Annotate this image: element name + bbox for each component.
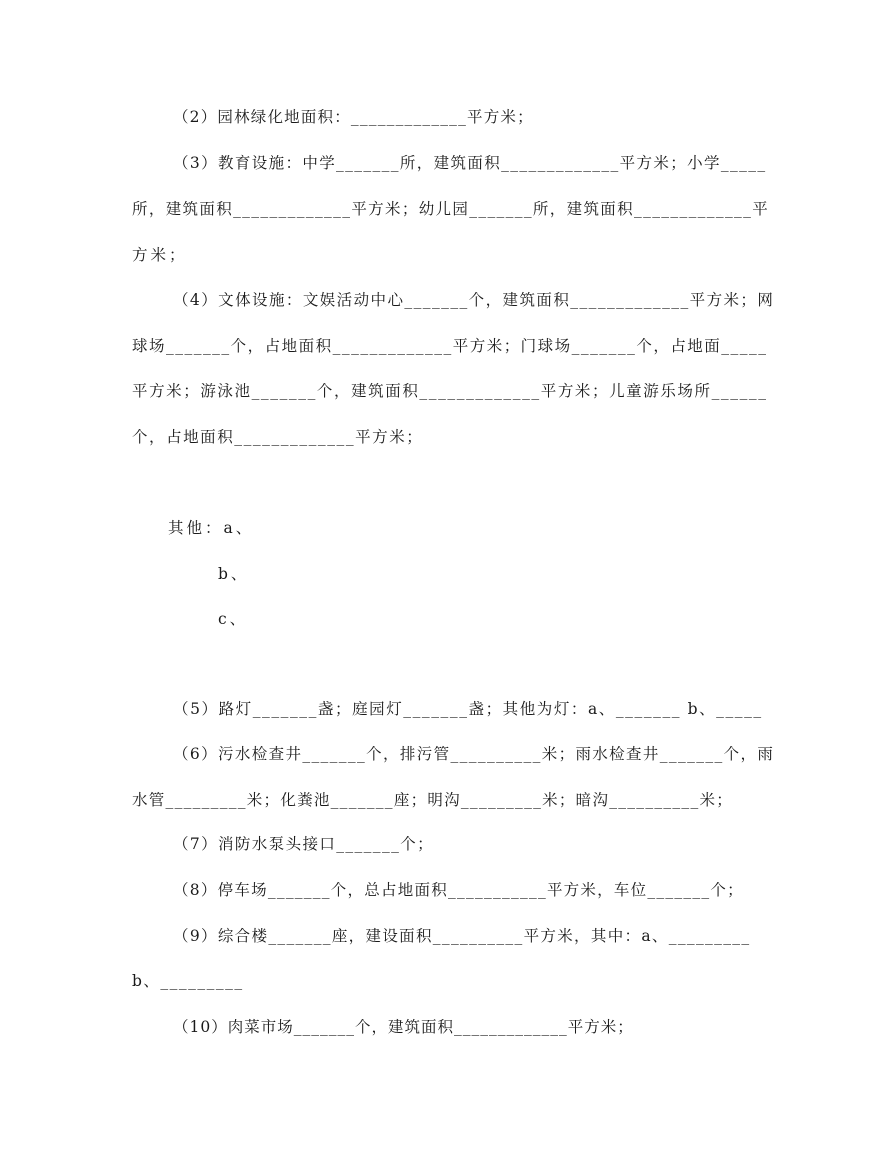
item-3-education-cont-2: 方米； (132, 246, 188, 264)
item-5-lighting: （5）路灯_______盏；庭园灯_______盏；其他为灯：a、_______ b、_____ (173, 700, 763, 718)
item-6-drainage: （6）污水检查井_______个，排污管__________米；雨水检查井_______个，雨 (173, 745, 775, 763)
item-6-drainage-cont: 水管_________米；化粪池_______座；明沟_________米；暗沟__________米； (132, 791, 734, 809)
item-2-greenery: （2）园林绿化地面积：_____________平方米； (173, 108, 534, 126)
item-10-market: （10）肉菜市场_______个，建筑面积_____________平方米； (173, 1018, 634, 1036)
other-label: 其他：a、 (168, 519, 255, 537)
item-3-education-cont-1: 所，建筑面积_____________平方米；幼儿园_______所，建筑面积_____________平 (132, 200, 770, 218)
item-4-culture-sports-cont-2: 平方米；游泳池_______个，建筑面积_____________平方米；儿童游乐场所______ (132, 382, 768, 400)
other-item-c: c、 (218, 610, 249, 628)
item-4-culture-sports: （4）文体设施：文娱活动中心_______个，建筑面积_____________平方米；网 (173, 291, 775, 309)
item-3-education: （3）教育设施：中学_______所，建筑面积_____________平方米；小学_____ (173, 154, 767, 172)
item-9-complex-building-cont: b、_________ (132, 972, 244, 990)
item-8-parking: （8）停车场_______个，总占地面积___________平方米，车位_______个； (173, 881, 744, 899)
item-7-fire-pump: （7）消防水泵头接口_______个； (173, 835, 435, 853)
other-item-b: b、 (218, 565, 250, 583)
item-4-culture-sports-cont-3: 个，占地面积_____________平方米； (132, 428, 424, 446)
item-9-complex-building: （9）综合楼_______座，建设面积__________平方米，其中：a、_________ (173, 927, 751, 945)
item-4-culture-sports-cont-1: 球场_______个，占地面积_____________平方米；门球场_______个，占地面_____ (132, 337, 768, 355)
